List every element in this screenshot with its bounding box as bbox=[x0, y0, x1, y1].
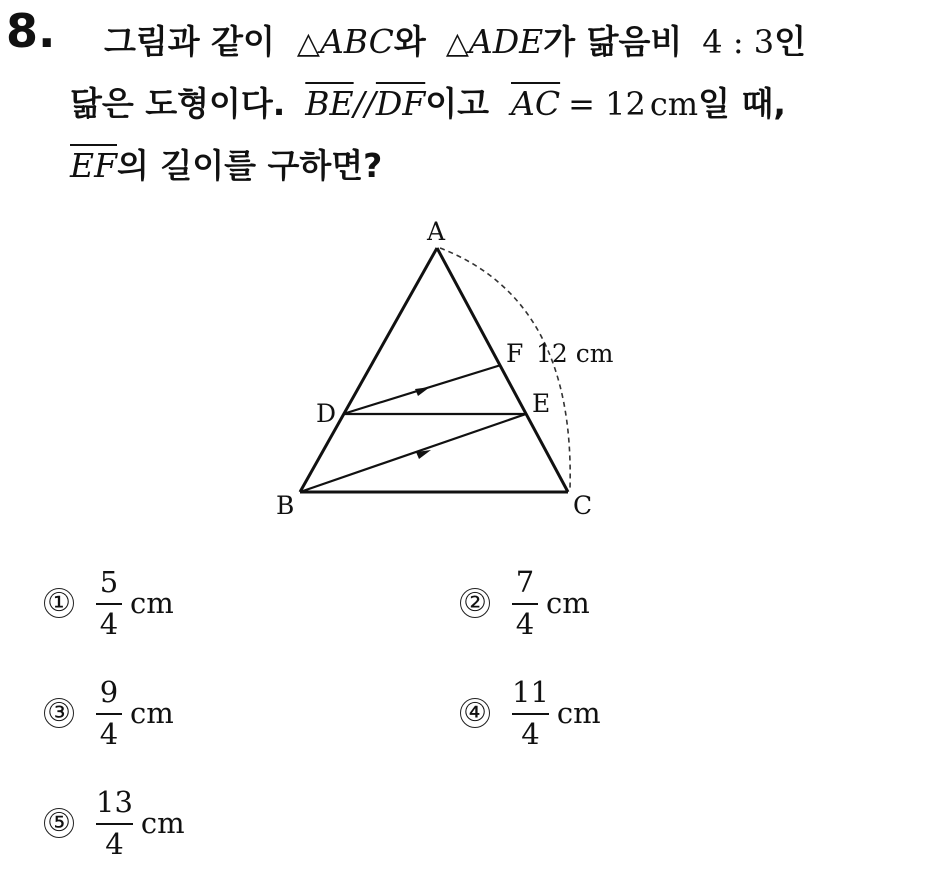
fraction bbox=[512, 565, 538, 641]
triangle-symbol: △ bbox=[296, 26, 320, 61]
fraction-bar bbox=[512, 713, 549, 715]
choice-3[interactable] bbox=[44, 675, 174, 751]
denominator: 4 bbox=[99, 716, 119, 751]
parallel-arrow-df bbox=[415, 387, 430, 396]
choice-number: ② bbox=[460, 588, 490, 618]
segment-df: $\overline{DF}$ bbox=[375, 84, 426, 123]
math-abc: ABC bbox=[319, 22, 394, 61]
text: 가 닮음비 bbox=[543, 22, 683, 61]
question-line-1 bbox=[104, 16, 806, 63]
side-ab bbox=[300, 248, 437, 492]
segment-ef: $\overline{EF}$ bbox=[70, 146, 117, 185]
triangle-symbol: △ bbox=[445, 26, 469, 61]
side-ac bbox=[437, 248, 568, 492]
denominator: 4 bbox=[521, 716, 540, 751]
ratio-value: 4 : 3 bbox=[702, 23, 775, 61]
triangle-figure bbox=[270, 210, 650, 530]
unit: cm bbox=[140, 806, 185, 841]
text: 일 때, bbox=[698, 84, 786, 123]
length-value: = 12 bbox=[568, 85, 646, 123]
numerator: 7 bbox=[515, 565, 535, 599]
denominator: 4 bbox=[99, 606, 119, 641]
choice-1[interactable] bbox=[44, 565, 174, 641]
label-c: C bbox=[573, 491, 593, 520]
label-a: A bbox=[427, 217, 446, 246]
text: 인 bbox=[774, 22, 807, 61]
fraction-bar bbox=[96, 823, 133, 825]
segment-be: $\overline{BE}$ bbox=[305, 84, 354, 123]
numerator: 9 bbox=[99, 675, 119, 709]
choice-number: ① bbox=[44, 588, 74, 618]
choice-5[interactable] bbox=[44, 785, 185, 861]
parallel-symbol: // bbox=[353, 84, 376, 123]
math-ade: ADE bbox=[468, 22, 544, 61]
text: 닮은 도형이다. bbox=[70, 84, 286, 123]
text: 이고 bbox=[425, 84, 490, 123]
fraction bbox=[96, 785, 133, 861]
denominator: 4 bbox=[105, 826, 124, 861]
length-arc bbox=[440, 248, 570, 488]
denominator: 4 bbox=[515, 606, 535, 641]
length-unit: cm bbox=[649, 85, 699, 123]
fraction-bar bbox=[512, 603, 538, 605]
unit: cm bbox=[130, 696, 174, 731]
fraction bbox=[96, 565, 122, 641]
fraction-bar bbox=[96, 603, 122, 605]
label-length: 12 cm bbox=[536, 339, 614, 368]
question-number: 8. bbox=[6, 4, 56, 58]
fraction-bar bbox=[96, 713, 122, 715]
label-f: F bbox=[506, 339, 524, 368]
numerator: 13 bbox=[96, 785, 133, 819]
label-b: B bbox=[276, 491, 295, 520]
numerator: 11 bbox=[512, 675, 549, 709]
unit: cm bbox=[130, 586, 174, 621]
choice-2[interactable] bbox=[460, 565, 590, 641]
choice-number: ③ bbox=[44, 698, 74, 728]
choice-number: ⑤ bbox=[44, 808, 74, 838]
choice-number: ④ bbox=[460, 698, 490, 728]
segment-ac: $\overline{AC}$ bbox=[511, 84, 561, 123]
unit: cm bbox=[556, 696, 601, 731]
choice-4[interactable] bbox=[460, 675, 601, 751]
label-d: D bbox=[316, 399, 337, 428]
unit: cm bbox=[546, 586, 590, 621]
text: 의 길이를 구하면? bbox=[117, 146, 383, 185]
fraction bbox=[96, 675, 122, 751]
question-line-2 bbox=[70, 78, 786, 125]
question-line-3 bbox=[70, 140, 382, 187]
text: 와 bbox=[393, 22, 426, 61]
numerator: 5 bbox=[99, 565, 119, 599]
text: 그림과 같이 bbox=[104, 22, 275, 61]
fraction bbox=[512, 675, 549, 751]
label-e: E bbox=[532, 389, 551, 418]
